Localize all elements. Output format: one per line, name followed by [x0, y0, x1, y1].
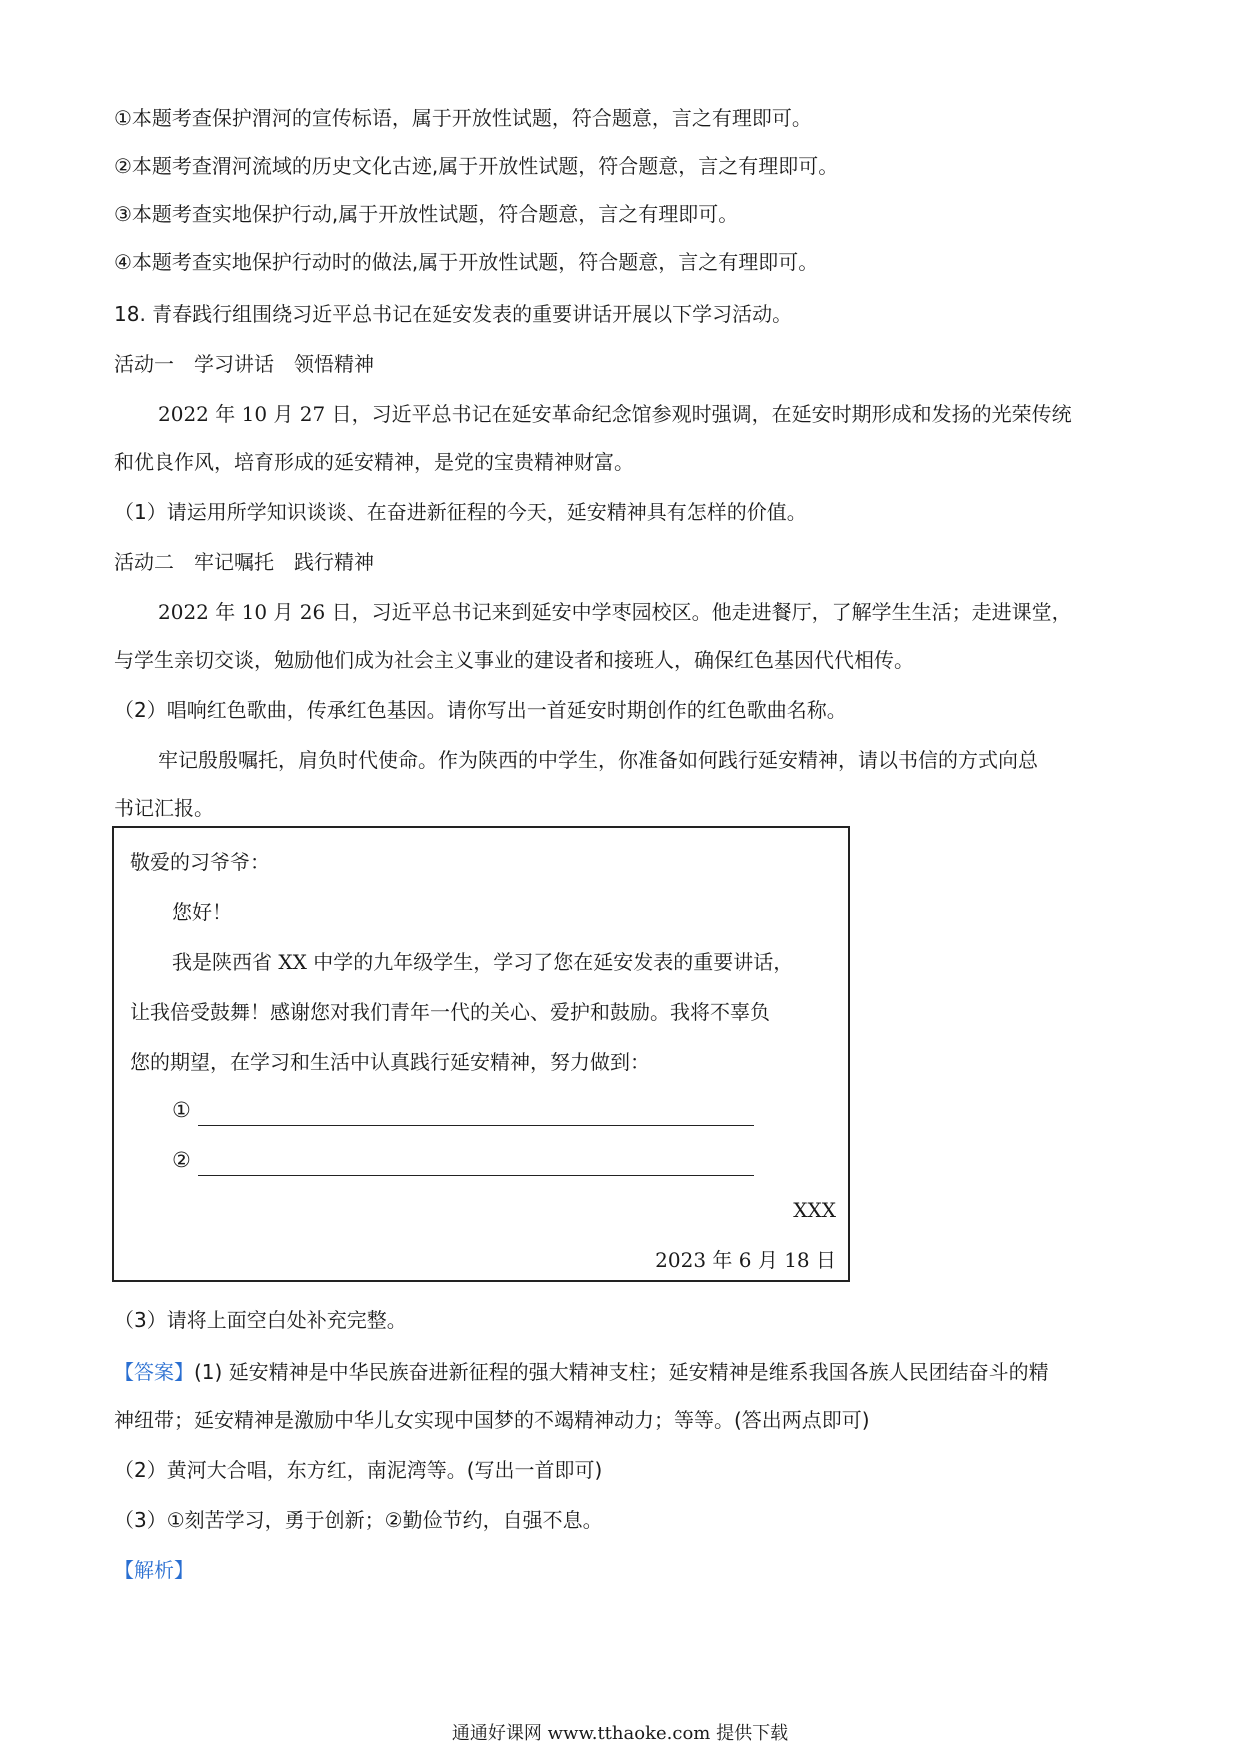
- paragraph-two-line-1: 2022 年 10 月 26 日，习近平总书记来到延安中学枣园校区。他走进餐厅，了解学生生活；走进课堂，: [158, 600, 1072, 624]
- answer-line-1: [114, 1358, 1049, 1386]
- item-2: ②本题考查渭河流域的历史文化古迹,属于开放性试题，符合题意，言之有理即可。: [114, 154, 839, 178]
- analysis-label: 【解析】: [114, 1558, 194, 1582]
- activity-two-heading: 活动二 牢记嘱托 践行精神: [114, 550, 374, 574]
- letter-body-line-3: 您的期望，在学习和生活中认真践行延安精神，努力做到：: [130, 1050, 650, 1074]
- item-4: ④本题考查实地保护行动时的做法,属于开放性试题，符合题意，言之有理即可。: [114, 250, 819, 274]
- item-1: ①本题考查保护渭河的宣传标语，属于开放性试题，符合题意，言之有理即可。: [114, 106, 812, 130]
- letter-body-line-2: 让我倍受鼓舞！感谢您对我们青年一代的关心、爱护和鼓励。我将不辜负: [130, 1000, 770, 1024]
- item-3: ③本题考查实地保护行动,属于开放性试题，符合题意，言之有理即可。: [114, 202, 739, 226]
- answer-2: （2）黄河大合唱，东方红，南泥湾等。(写出一首即可): [114, 1458, 603, 1482]
- letter-box: [112, 826, 850, 1282]
- paragraph-three-line-2: 书记汇报。: [114, 796, 214, 820]
- answer-3: （3）①刻苦学习，勇于创新；②勤俭节约，自强不息。: [114, 1508, 603, 1532]
- letter-signature: XXX: [793, 1198, 836, 1222]
- blank-number-1: ①: [172, 1098, 191, 1122]
- paragraph-two-line-2: 与学生亲切交谈，勉励他们成为社会主义事业的建设者和接班人，确保红色基因代代相传。: [114, 648, 914, 672]
- letter-body-line-1: 我是陕西省 XX 中学的九年级学生，学习了您在延安发表的重要讲话，: [172, 950, 794, 974]
- sub-question-3: （3）请将上面空白处补充完整。: [114, 1308, 407, 1332]
- answer-line-2: 神纽带；延安精神是激励中华儿女实现中国梦的不竭精神动力；等等。(答出两点即可): [114, 1408, 870, 1432]
- letter-date: 2023 年 6 月 18 日: [655, 1248, 836, 1272]
- blank-number-2: ②: [172, 1148, 191, 1172]
- paragraph-one-line-1: 2022 年 10 月 27 日，习近平总书记在延安革命纪念馆参观时强调，在延安时期形成和发扬的光荣传统: [158, 402, 1072, 426]
- letter-salutation: 敬爱的习爷爷：: [130, 850, 270, 874]
- paragraph-three-line-1: 牢记殷殷嘱托，肩负时代使命。作为陕西的中学生，你准备如何践行延安精神，请以书信的方式向总: [158, 748, 1038, 772]
- answer-label: 【答案】: [114, 1360, 194, 1384]
- blank-underline-2: [198, 1175, 754, 1176]
- letter-blank-1: [172, 1096, 754, 1126]
- footer-source: 通通好课网 www.tthaoke.com 提供下载: [451, 1723, 789, 1744]
- letter-greeting: 您好！: [172, 900, 232, 924]
- sub-question-1: （1）请运用所学知识谈谈、在奋进新征程的今天，延安精神具有怎样的价值。: [114, 500, 807, 524]
- activity-one-heading: 活动一 学习讲话 领悟精神: [114, 352, 374, 376]
- letter-blank-2: [172, 1146, 754, 1176]
- question-title: 18. 青春践行组围绕习近平总书记在延安发表的重要讲话开展以下学习活动。: [114, 302, 793, 326]
- blank-underline-1: [198, 1125, 754, 1126]
- sub-question-2: （2）唱响红色歌曲，传承红色基因。请你写出一首延安时期创作的红色歌曲名称。: [114, 698, 847, 722]
- answer-text-1: (1) 延安精神是中华民族奋进新征程的强大精神支柱；延安精神是维系我国各族人民团结奋斗的精: [194, 1360, 1049, 1384]
- paragraph-one-line-2: 和优良作风，培育形成的延安精神，是党的宝贵精神财富。: [114, 450, 634, 474]
